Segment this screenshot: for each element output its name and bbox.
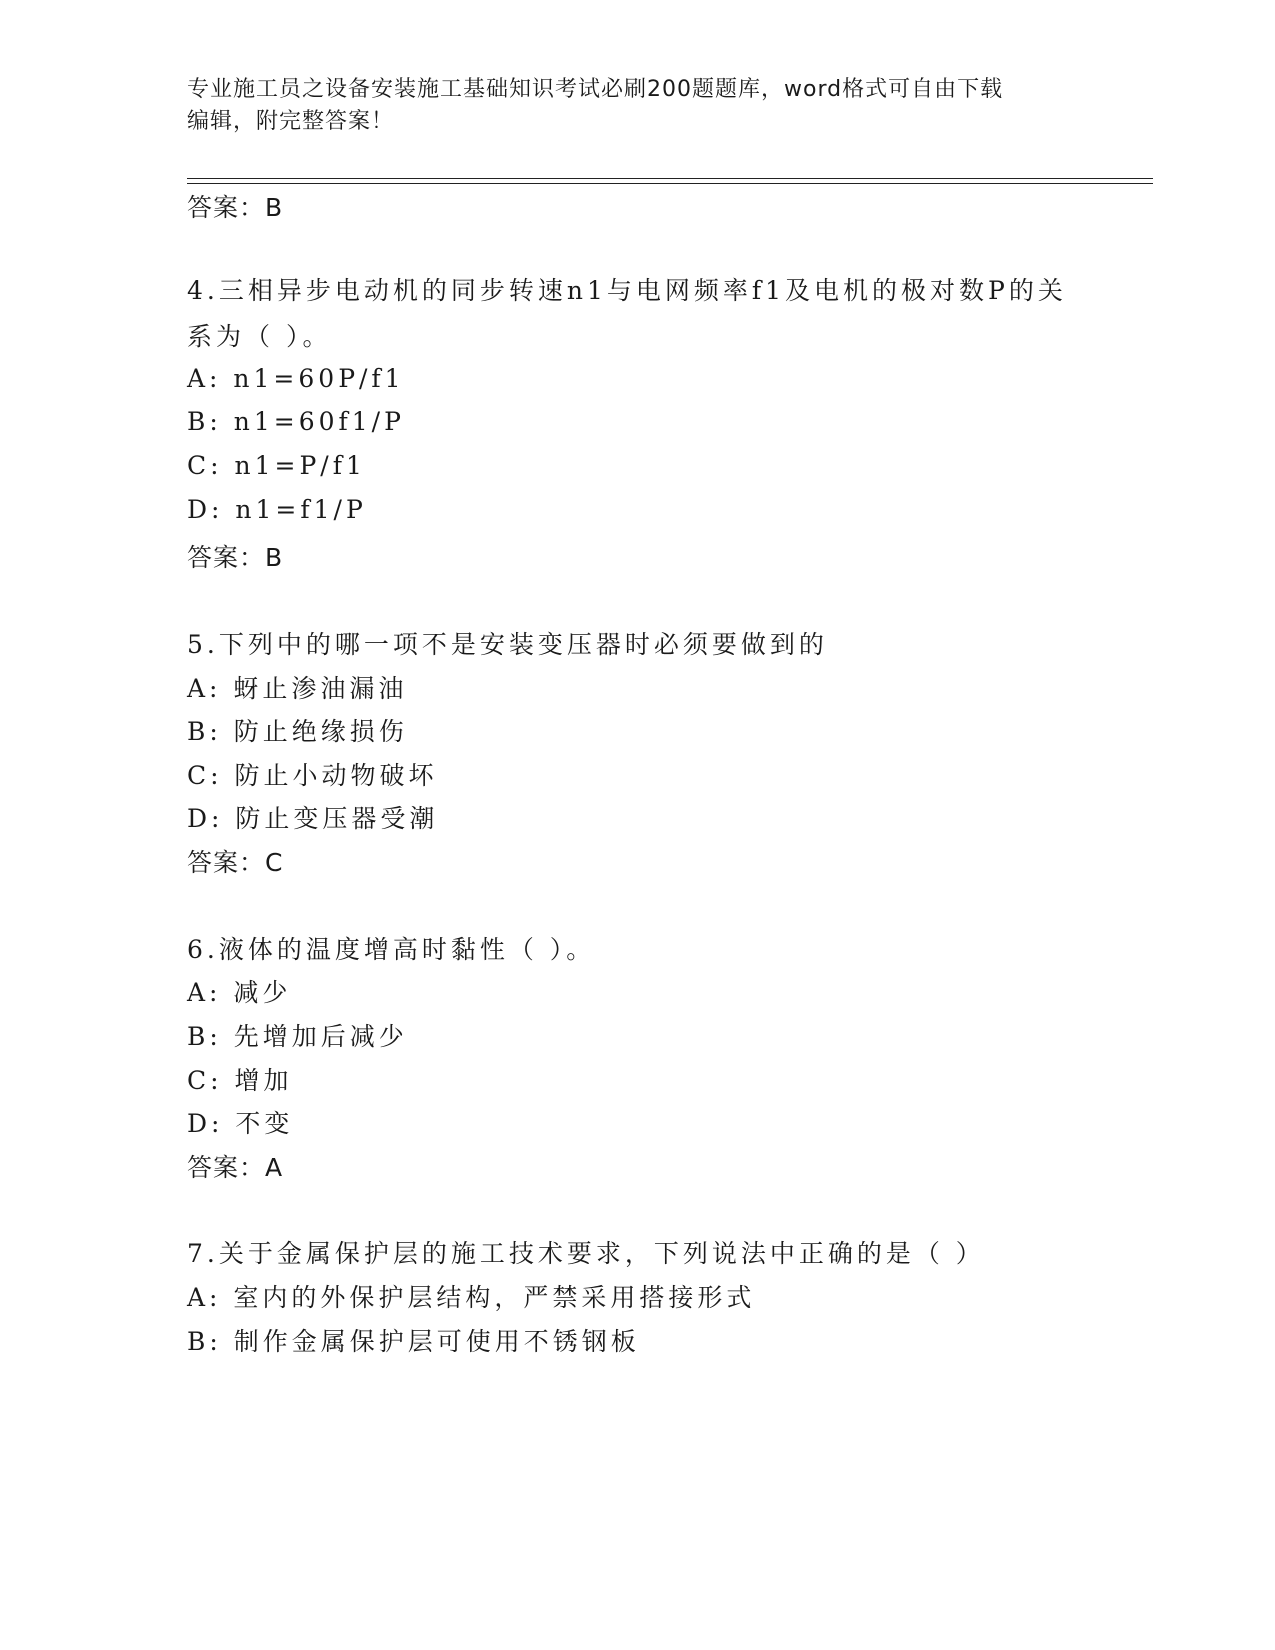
- question-4-text: 4.三相异步电动机的同步转速n1与电网频率f1及电机的极对数P的关系为（ ）。: [187, 276, 1067, 351]
- question-4-option-b: B: n1=60f1/P: [187, 407, 405, 436]
- question-7-option-a: A: 室内的外保护层结构，严禁采用搭接形式: [187, 1283, 756, 1312]
- question-6-answer: 答案：A: [187, 1153, 284, 1182]
- header-divider-top: [187, 178, 1153, 179]
- question-5-text: 5.下列中的哪一项不是安装变压器时必须要做到的: [187, 630, 828, 659]
- question-5-option-a: A: 蚜止渗油漏油: [187, 674, 408, 703]
- question-6-option-c: C: 增加: [187, 1066, 293, 1095]
- question-7-option-b: B: 制作金属保护层可使用不锈钢板: [187, 1327, 640, 1356]
- question-5-option-d: D: 防止变压器受潮: [187, 804, 439, 833]
- question-7-text: 7.关于金属保护层的施工技术要求，下列说法中正确的是（ ）: [187, 1239, 985, 1268]
- question-4-option-d: D: n1=f1/P: [187, 495, 367, 524]
- document-header: [187, 74, 1087, 138]
- question-6-option-b: B: 先增加后减少: [187, 1022, 408, 1051]
- question-5-option-b: B: 防止绝缘损伤: [187, 717, 408, 746]
- question-4-answer: 答案：B: [187, 543, 284, 572]
- question-6-text: 6.液体的温度增高时黏性（ ）。: [187, 935, 596, 964]
- question-4-option-a: A: n1=60P/f1: [187, 364, 405, 393]
- previous-answer: 答案：B: [187, 193, 284, 222]
- question-5-answer: 答案：C: [187, 848, 284, 877]
- question-5-option-c: C: 防止小动物破坏: [187, 761, 438, 790]
- header-line-1: 专业施工员之设备安装施工基础知识考试必刷200题题库，word格式可自由下载: [187, 77, 1004, 102]
- question-4-option-c: C: n1=P/f1: [187, 451, 366, 480]
- header-divider-bottom: [187, 183, 1153, 184]
- header-line-2: 编辑，附完整答案！: [187, 109, 395, 134]
- question-6-option-a: A: 减少: [187, 978, 292, 1007]
- question-6-option-d: D: 不变: [187, 1109, 294, 1138]
